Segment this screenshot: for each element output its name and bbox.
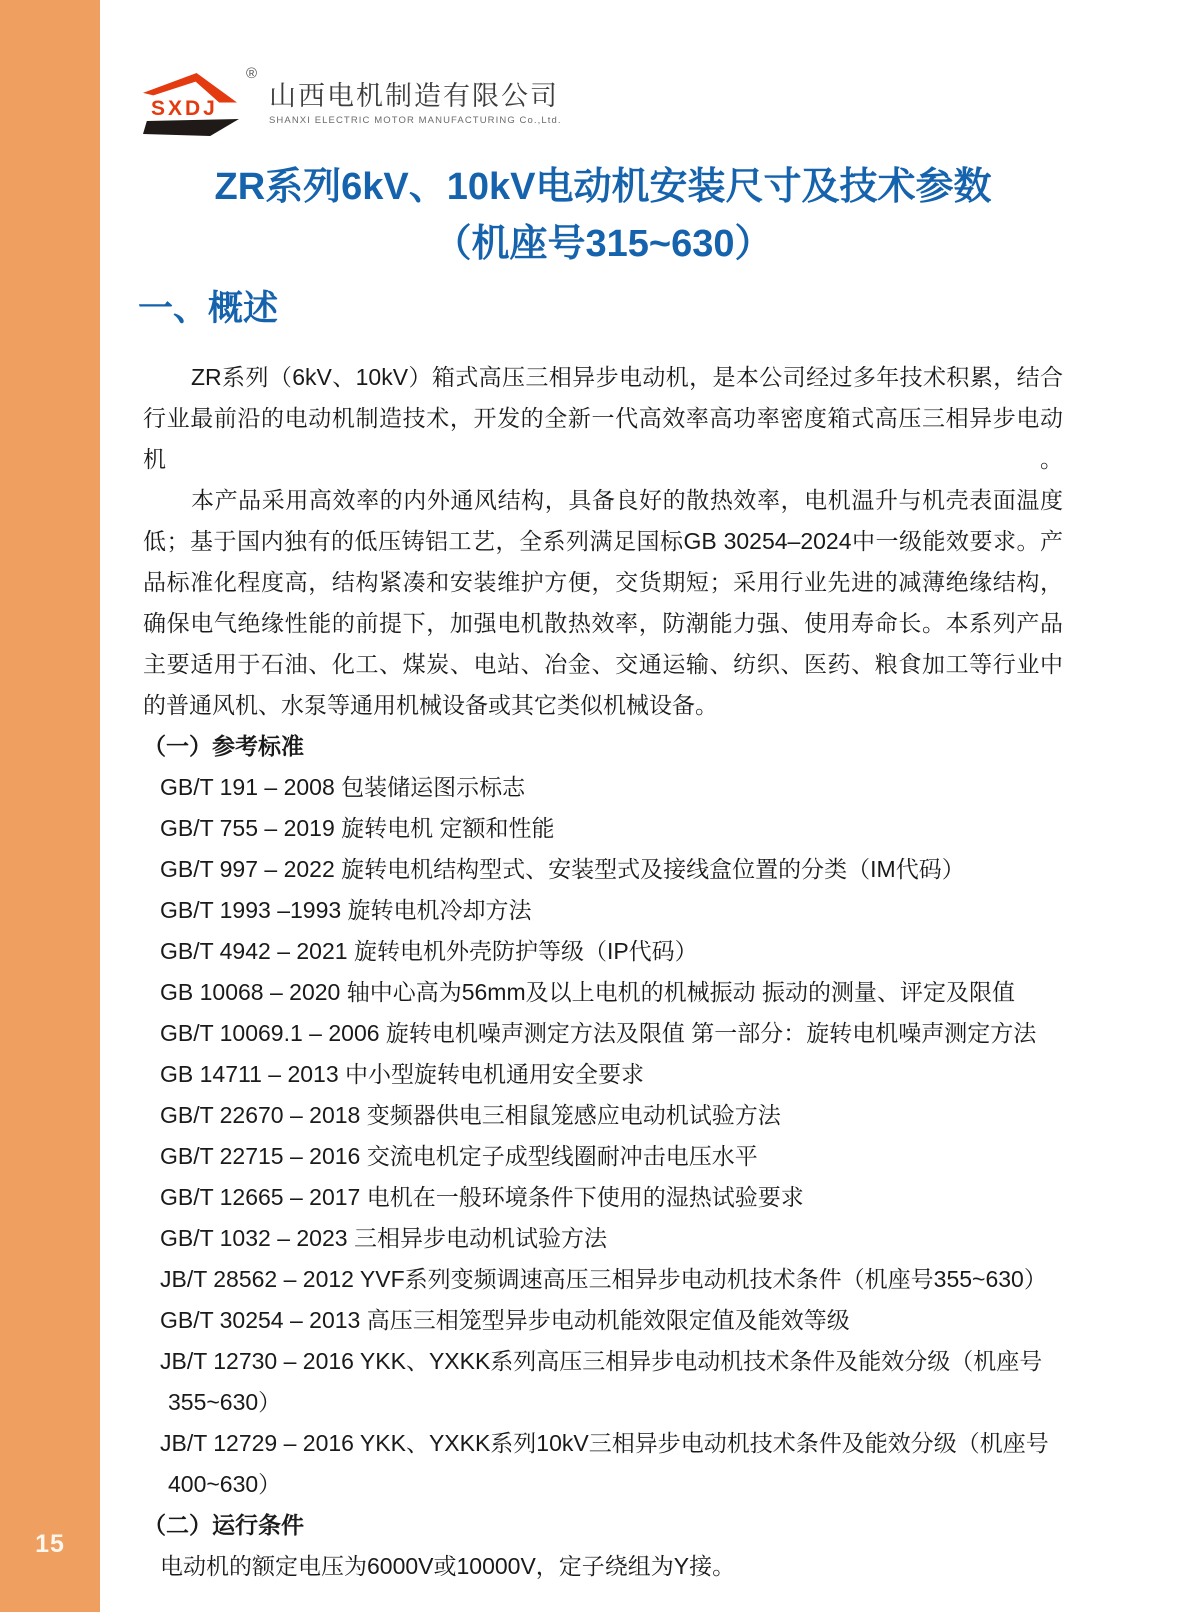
standard-item-line: JB/T 28562 – 2012 YVF系列变频调速高压三相异步电动机技术条件（机座号355~630） xyxy=(160,1266,1047,1292)
overview-line: 的普通风机、水泵等通用机械设备或其它类似机械设备。 xyxy=(143,692,718,718)
overview-line: 确保电气绝缘性能的前提下，加强电机散热效率，防潮能力强、使用寿命长。本系列产品 xyxy=(143,610,1063,636)
operating-conditions-text: 电动机的额定电压为6000V或10000V，定子绕组为Y接。 xyxy=(160,1553,736,1579)
standard-item-line: GB 14711 – 2013 中小型旋转电机通用安全要求 xyxy=(160,1061,644,1087)
standard-item-line: GB/T 22715 – 2016 交流电机定子成型线圈耐冲击电压水平 xyxy=(160,1143,758,1169)
page-number: 15 xyxy=(35,1530,65,1558)
overview-line: 行业最前沿的电动机制造技术，开发的全新一代高效率高功率密度箱式高压三相异步电动机。 xyxy=(143,405,1063,472)
overview-line: 本产品采用高效率的内外通风结构，具备良好的散热效率，电机温升与机壳表面温度 xyxy=(191,487,1063,513)
standard-item-line: JB/T 12729 – 2016 YKK、YXKK系列10kV三相异步电动机技术条件及能效分级（机座号 xyxy=(160,1430,1049,1456)
overview-line: 低；基于国内独有的低压铸铝工艺，全系列满足国标GB 30254–2024中一级能效要求。产 xyxy=(143,528,1063,554)
standard-item-line: GB/T 191 – 2008 包装储运图示标志 xyxy=(160,774,526,800)
left-orange-band xyxy=(0,0,100,1612)
standards-heading: （一）参考标准 xyxy=(143,733,304,759)
company-name-cn: 山西电机制造有限公司 xyxy=(269,81,559,111)
company-logo xyxy=(143,0,1063,135)
overview-line: 主要适用于石油、化工、煤炭、电站、冶金、交通运输、纺织、医药、粮食加工等行业中 xyxy=(143,651,1063,677)
standard-item-line: GB/T 997 – 2022 旋转电机结构型式、安装型式及接线盒位置的分类（IM代码） xyxy=(160,856,965,882)
standard-item-line: 400~630） xyxy=(168,1471,282,1497)
registered-trademark-icon: ® xyxy=(245,65,257,82)
document-title-line1: ZR系列6kV、10kV电动机安装尺寸及技术参数 xyxy=(214,166,992,208)
logo-swoosh-icon xyxy=(143,119,239,136)
standards-list xyxy=(143,767,1063,1505)
standard-item-line: GB/T 1032 – 2023 三相异步电动机试验方法 xyxy=(160,1225,607,1251)
standard-item-line: 355~630） xyxy=(168,1389,282,1415)
section-heading-overview: 一、概述 xyxy=(138,289,279,328)
standard-item-line: JB/T 12730 – 2016 YKK、YXKK系列高压三相异步电动机技术条件及能效分级（机座号 xyxy=(160,1348,1043,1374)
document-title-line2: （机座号315~630） xyxy=(433,223,773,265)
logo-abbr: SXDJ xyxy=(151,97,218,120)
standard-item-line: GB/T 12665 – 2017 电机在一般环境条件下使用的湿热试验要求 xyxy=(160,1184,804,1210)
standard-item-line: GB/T 755 – 2019 旋转电机 定额和性能 xyxy=(160,815,555,841)
standard-item-line: GB/T 4942 – 2021 旋转电机外壳防护等级（IP代码） xyxy=(160,938,698,964)
body-text-block xyxy=(143,357,1063,1587)
standard-item-line: GB 10068 – 2020 轴中心高为56mm及以上电机的机械振动 振动的测量、评定及限值 xyxy=(160,979,1015,1005)
operating-conditions-heading: （二）运行条件 xyxy=(143,1512,304,1538)
company-name-en: SHANXI ELECTRIC MOTOR MANUFACTURING Co.,Ltd. xyxy=(269,115,562,126)
standard-item-line: GB/T 22670 – 2018 变频器供电三相鼠笼感应电动机试验方法 xyxy=(160,1102,781,1128)
company-name-block xyxy=(269,73,562,126)
document-title xyxy=(143,159,1063,273)
overview-line: 品标准化程度高，结构紧凑和安装维护方便，交货期短；采用行业先进的减薄绝缘结构， xyxy=(143,569,1063,595)
standard-item-line: GB/T 10069.1 – 2006 旋转电机噪声测定方法及限值 第一部分：旋转电机噪声测定方法 xyxy=(160,1020,1037,1046)
logo-mark xyxy=(143,65,257,135)
content-column xyxy=(100,0,1200,1587)
overview-line: ZR系列（6kV、10kV）箱式高压三相异步电动机，是本公司经过多年技术积累，结合 xyxy=(191,364,1063,390)
overview-paragraphs xyxy=(143,357,1063,726)
standard-item-line: GB/T 30254 – 2013 高压三相笼型异步电动机能效限定值及能效等级 xyxy=(160,1307,850,1333)
standard-item-line: GB/T 1993 –1993 旋转电机冷却方法 xyxy=(160,897,532,923)
